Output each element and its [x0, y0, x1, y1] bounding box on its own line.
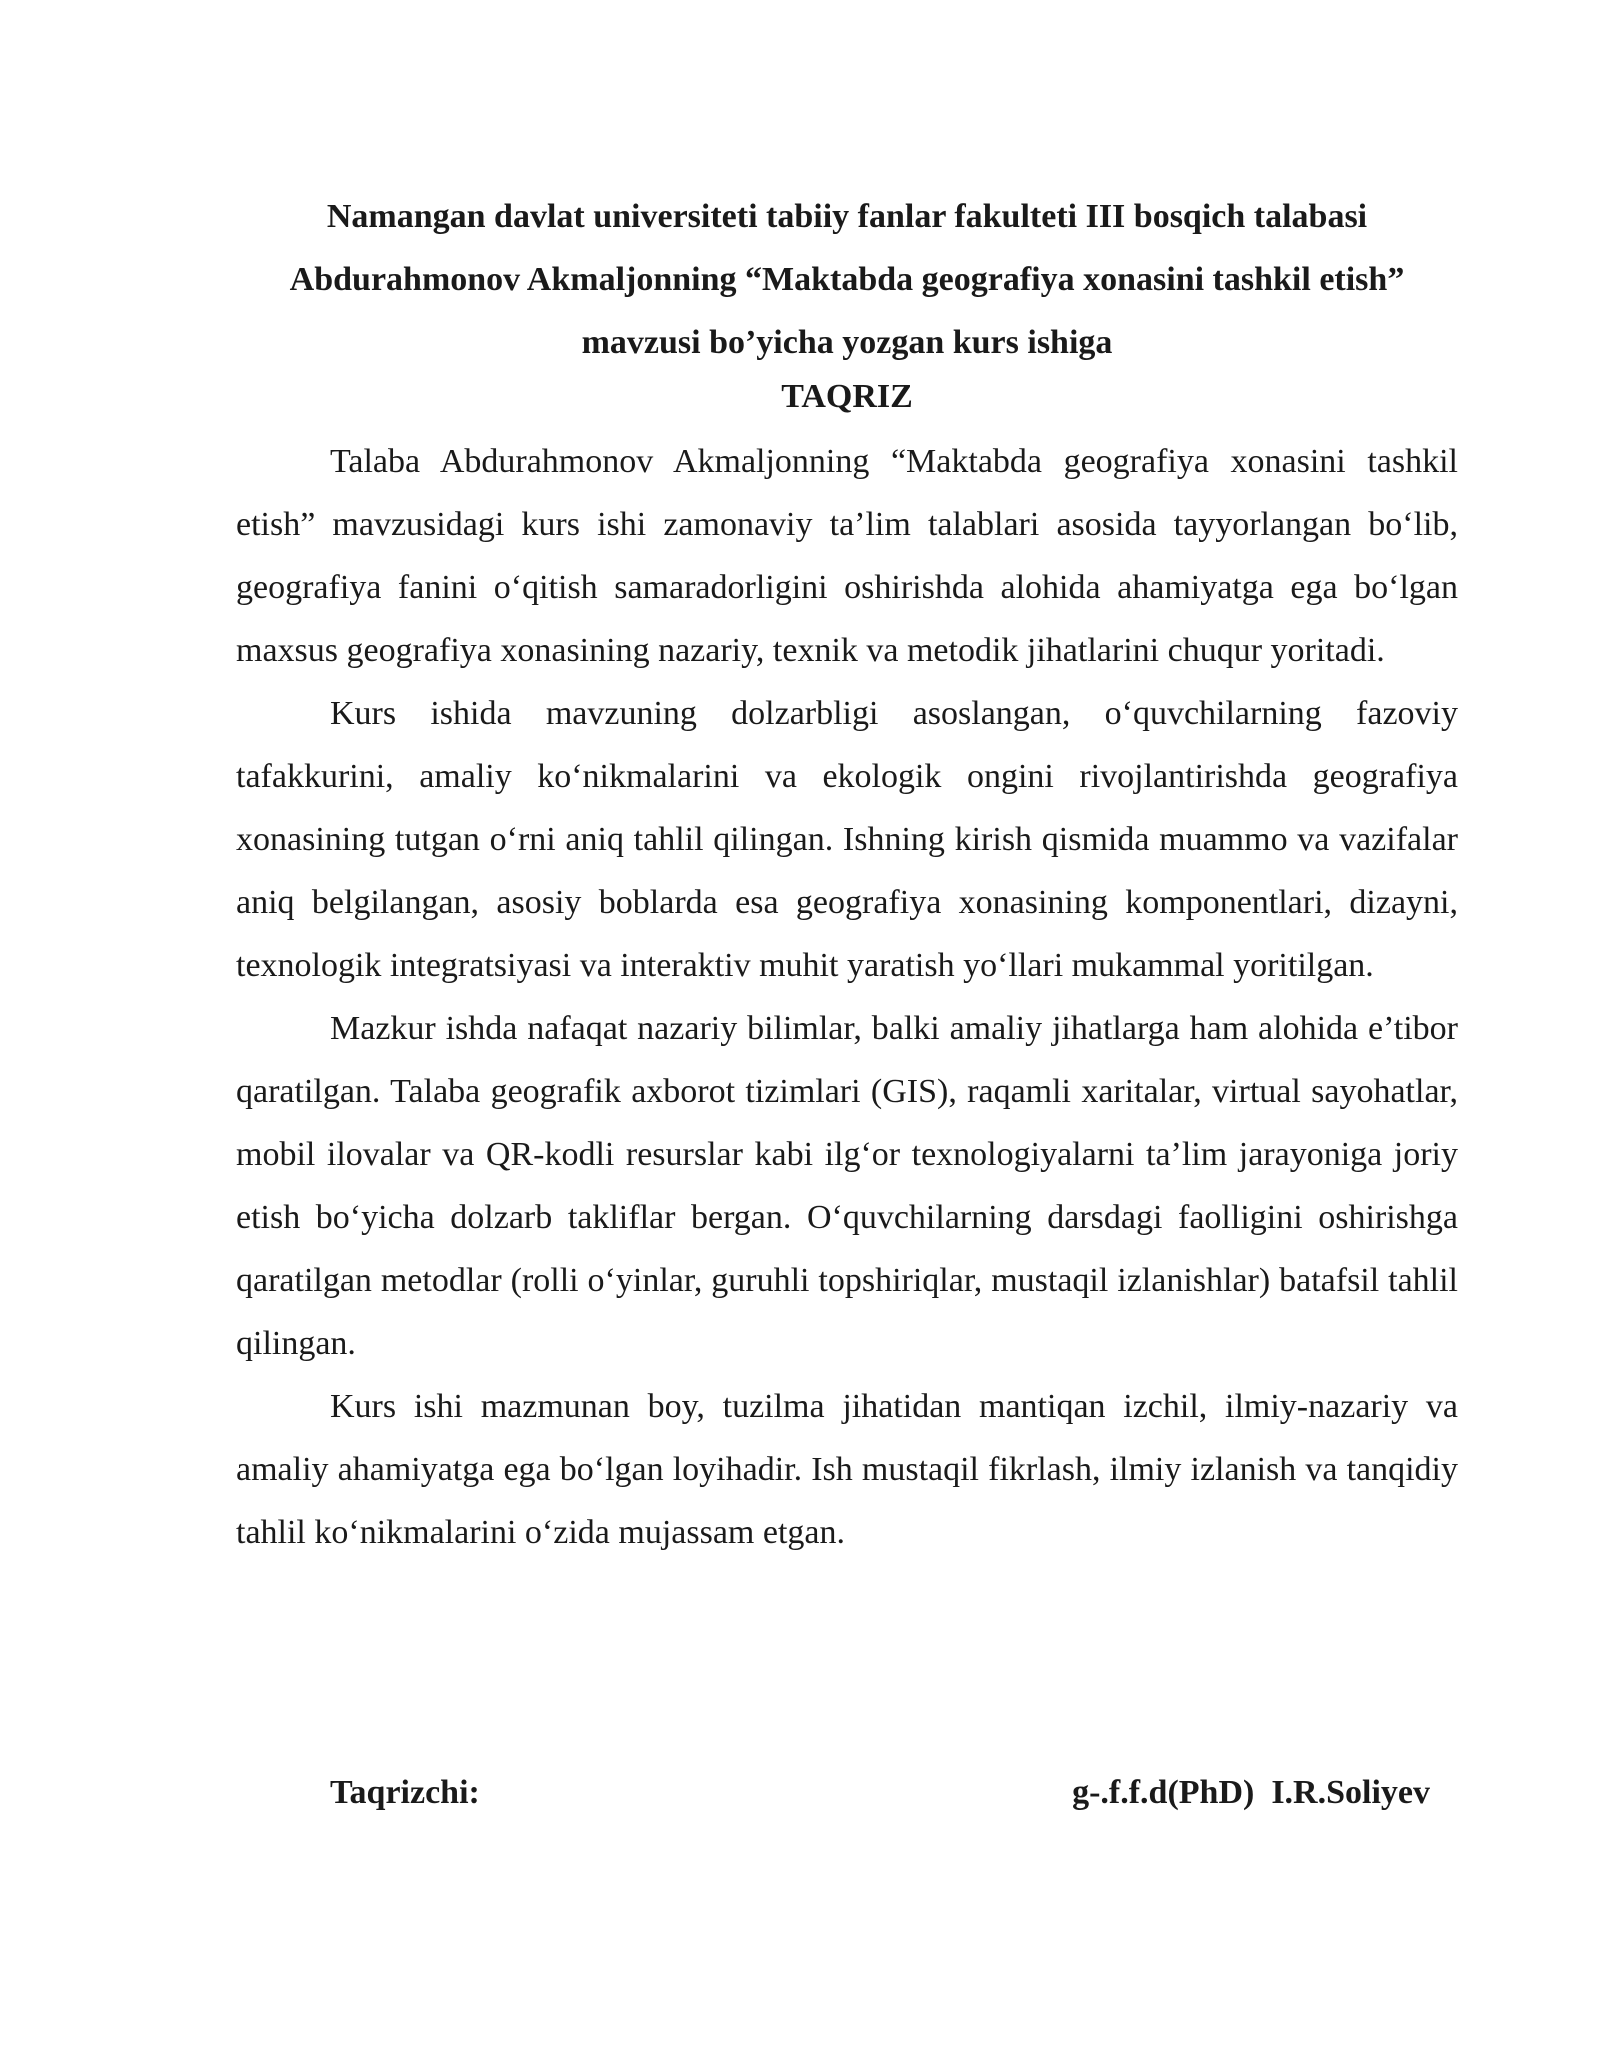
paragraph-1: Talaba Abdurahmonov Akmaljonning “Maktabda geografiya xonasini tashkil etish” mavzusidagi kurs ishi zamonaviy ta’lim talablari asosida tayyorlangan bo‘lib, geografiya fanini o‘qitish samaradorligini oshirishda alohida ahamiyatga ega bo‘lgan maxsus geografiya xonasining nazariy, texnik va metodik jihatlarini chuqur yoritadi.	[236, 443, 1458, 669]
document-body	[236, 185, 1458, 1564]
paragraph-4: Kurs ishi mazmunan boy, tuzilma jihatidan mantiqan izchil, ilmiy-nazariy va amaliy ahamiyatga ega bo‘lgan loyihadir. Ish mustaqil fikrlash, ilmiy izlanish va tanqidiy tahlil ko‘nikmalarini o‘zida mujassam etgan.	[236, 1388, 1458, 1551]
paragraph-2: Kurs ishida mavzuning dolzarbligi asoslangan, o‘quvchilarning fazoviy tafakkurini, amaliy ko‘nikmalarini va ekologik ongini rivojlantirishda geografiya xonasining tutgan o‘rni aniq tahlil qilingan. Ishning kirish qismida muammo va vazifalar aniq belgilangan, asosiy boblarda esa geografiya xonasining komponentlari, dizayni, texnologik integratsiyasi va interaktiv muhit yaratish yo‘llari mukammal yoritilgan.	[236, 695, 1458, 984]
document-heading	[236, 185, 1458, 374]
document-title: TAQRIZ	[781, 378, 913, 415]
heading-line-3: mavzusi bo’yicha yozgan kurs ishiga	[581, 324, 1113, 361]
heading-line-2: Abdurahmonov Akmaljonning “Maktabda geografiya xonasini tashkil etish”	[289, 261, 1405, 298]
paragraph-3: Mazkur ishda nafaqat nazariy bilimlar, balki amaliy jihatlarga ham alohida e’tibor qaratilgan. Talaba geografik axborot tizimlari (GIS), raqamli xaritalar, virtual sayohatlar, mobil ilovalar va QR-kodli resurslar kabi ilg‘or texnologiyalarni ta’lim jarayoniga joriy etish bo‘yicha dolzarb takliflar bergan. O‘quvchilarning darsdagi faolligini oshirishga qaratilgan metodlar (rolli o‘yinlar, guruhli topshiriqlar, mustaqil izlanishlar) batafsil tahlil qilingan.	[236, 1010, 1458, 1362]
signature-block	[0, 1768, 1600, 1818]
heading-line-1: Namangan davlat universiteti tabiiy fanlar fakulteti III bosqich talabasi	[326, 198, 1368, 235]
reviewer-name: g-.f.f.d(PhD) I.R.Soliyev	[1072, 1774, 1430, 1811]
reviewer-label: Taqrizchi:	[330, 1774, 480, 1811]
